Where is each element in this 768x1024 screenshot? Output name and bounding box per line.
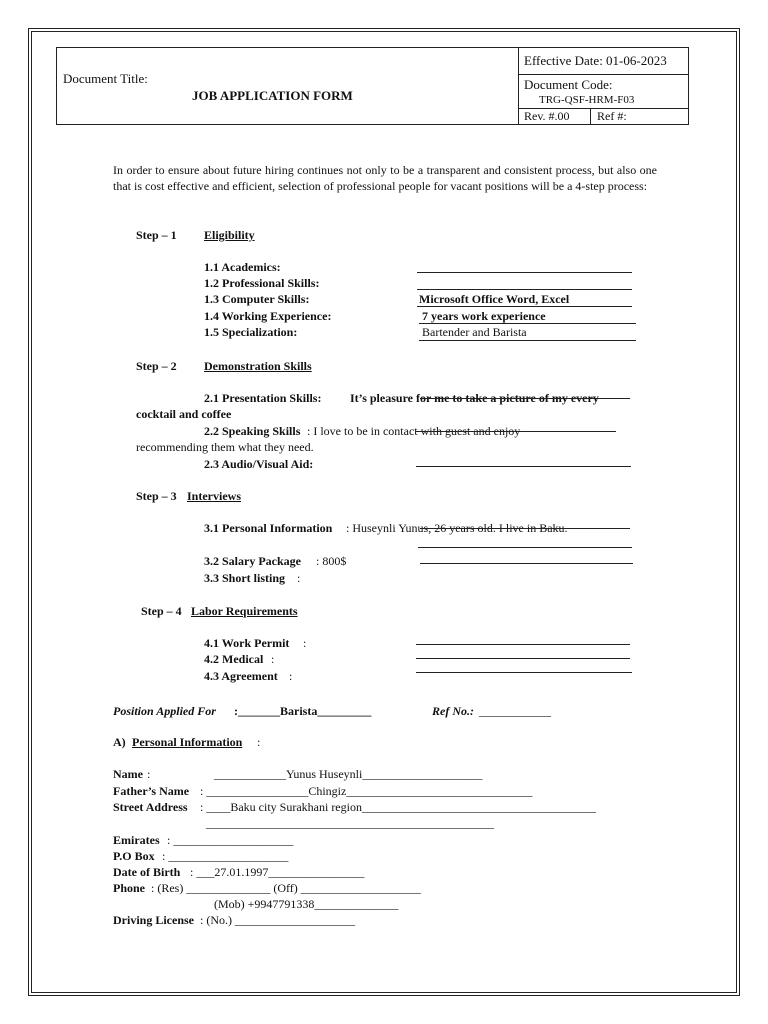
emirates-value: : ____________________ bbox=[167, 833, 294, 847]
intro-paragraph: In order to ensure about future hiring continues not only to be a transparent and consistent process, but also one that is cost effective and efficient, selection of professional people for vacant positions will be a 4-step process: bbox=[113, 163, 657, 193]
emirates-label: Emirates bbox=[113, 833, 160, 847]
phone-value: : (Res) ______________ (Off) ____________________ bbox=[151, 881, 421, 895]
computer-skills-value: Microsoft Office Word, Excel bbox=[419, 292, 570, 306]
step1-label: Step – 1 bbox=[136, 228, 177, 242]
position-applied-value: _______Barista_________ bbox=[238, 704, 372, 718]
revision-number: Rev. #.00 bbox=[524, 109, 570, 123]
po-box-value: : ____________________ bbox=[162, 849, 289, 863]
father-name-label: Father’s Name bbox=[113, 784, 190, 798]
step3-title: Interviews bbox=[187, 489, 241, 503]
audio-visual-field-line[interactable] bbox=[416, 466, 631, 467]
specialization-value: Bartender and Barista bbox=[422, 325, 527, 339]
name-label: Name bbox=[113, 767, 143, 781]
step4-title: Labor Requirements bbox=[191, 604, 298, 618]
salary-package-label: 3.2 Salary Package bbox=[204, 554, 301, 568]
po-box-label: P.O Box bbox=[113, 849, 155, 863]
reference-number: Ref #: bbox=[597, 109, 627, 123]
step1-title: Eligibility bbox=[204, 228, 255, 242]
date-of-birth-value: : ___27.01.1997________________ bbox=[190, 865, 365, 879]
section-a-title: Personal Information bbox=[132, 735, 243, 749]
document-code-label: Document Code: bbox=[524, 77, 613, 92]
medical-label: 4.2 Medical bbox=[204, 652, 264, 666]
professional-skills-label: 1.2 Professional Skills: bbox=[204, 276, 320, 290]
phone-label: Phone bbox=[113, 881, 146, 895]
date-of-birth-label: Date of Birth bbox=[113, 865, 181, 879]
medical-field-line[interactable] bbox=[416, 658, 630, 659]
driving-license-label: Driving License bbox=[113, 913, 194, 927]
step2-title: Demonstration Skills bbox=[204, 359, 312, 373]
document-title-label: Document Title: bbox=[63, 71, 148, 86]
salary-package-value: : 800$ bbox=[316, 554, 347, 568]
work-permit-field-line[interactable] bbox=[416, 644, 630, 645]
street-address-line2: ________________________________________________ bbox=[206, 816, 494, 830]
father-name-value: : _________________Chingiz_______________________________ bbox=[200, 784, 533, 798]
audio-visual-label: 2.3 Audio/Visual Aid: bbox=[204, 457, 314, 471]
work-permit-label: 4.1 Work Permit bbox=[204, 636, 290, 650]
presentation-skills-value-continued: cocktail and coffee bbox=[136, 407, 232, 421]
personal-information-label: 3.1 Personal Information bbox=[204, 521, 333, 535]
personal-information-value: : Huseynli Yunus, 26 years old. I live in Baku. bbox=[346, 521, 568, 535]
agreement-label: 4.3 Agreement bbox=[204, 669, 278, 683]
street-address-label: Street Address bbox=[113, 800, 188, 814]
agreement-field-line[interactable] bbox=[416, 672, 632, 673]
presentation-skills-value: It’s pleasure for me to take a picture of my every bbox=[350, 391, 599, 405]
academics-label: 1.1 Academics: bbox=[204, 260, 281, 274]
driving-license-value: : (No.) ____________________ bbox=[200, 913, 355, 927]
position-applied-label: Position Applied For bbox=[113, 704, 216, 718]
step2-label: Step – 2 bbox=[136, 359, 177, 373]
working-experience-label: 1.4 Working Experience: bbox=[204, 309, 332, 323]
computer-skills-label: 1.3 Computer Skills: bbox=[204, 292, 310, 306]
name-value: ____________Yunus Huseynli____________________ bbox=[214, 767, 483, 781]
short-listing-label: 3.3 Short listing bbox=[204, 571, 286, 585]
section-a-prefix: A) bbox=[113, 735, 126, 749]
effective-date: Effective Date: 01-06-2023 bbox=[524, 53, 667, 68]
speaking-skills-value-continued: recommending them what they need. bbox=[136, 440, 314, 454]
document-code-value: TRG-QSF-HRM-F03 bbox=[539, 94, 635, 106]
step4-label: Step – 4 bbox=[141, 604, 182, 618]
step3-label: Step – 3 bbox=[136, 489, 177, 503]
presentation-skills-label: 2.1 Presentation Skills: bbox=[204, 391, 322, 405]
speaking-skills-value: : I love to be in contact with guest and enjoy bbox=[307, 424, 521, 438]
speaking-skills-label: 2.2 Speaking Skills bbox=[204, 424, 301, 438]
academics-field-line[interactable] bbox=[417, 272, 632, 273]
professional-skills-field-line[interactable] bbox=[417, 289, 632, 290]
ref-no-value: ____________ bbox=[479, 704, 551, 718]
street-address-value: : ____Baku city Surakhani region_______________________________________ bbox=[200, 800, 596, 814]
working-experience-value: 7 years work experience bbox=[422, 309, 546, 323]
specialization-label: 1.5 Specialization: bbox=[204, 325, 298, 339]
mobile-phone-value: (Mob) +9947791338______________ bbox=[214, 897, 399, 911]
ref-no-label: Ref No.: bbox=[432, 704, 474, 718]
form-title: JOB APPLICATION FORM bbox=[192, 88, 353, 103]
